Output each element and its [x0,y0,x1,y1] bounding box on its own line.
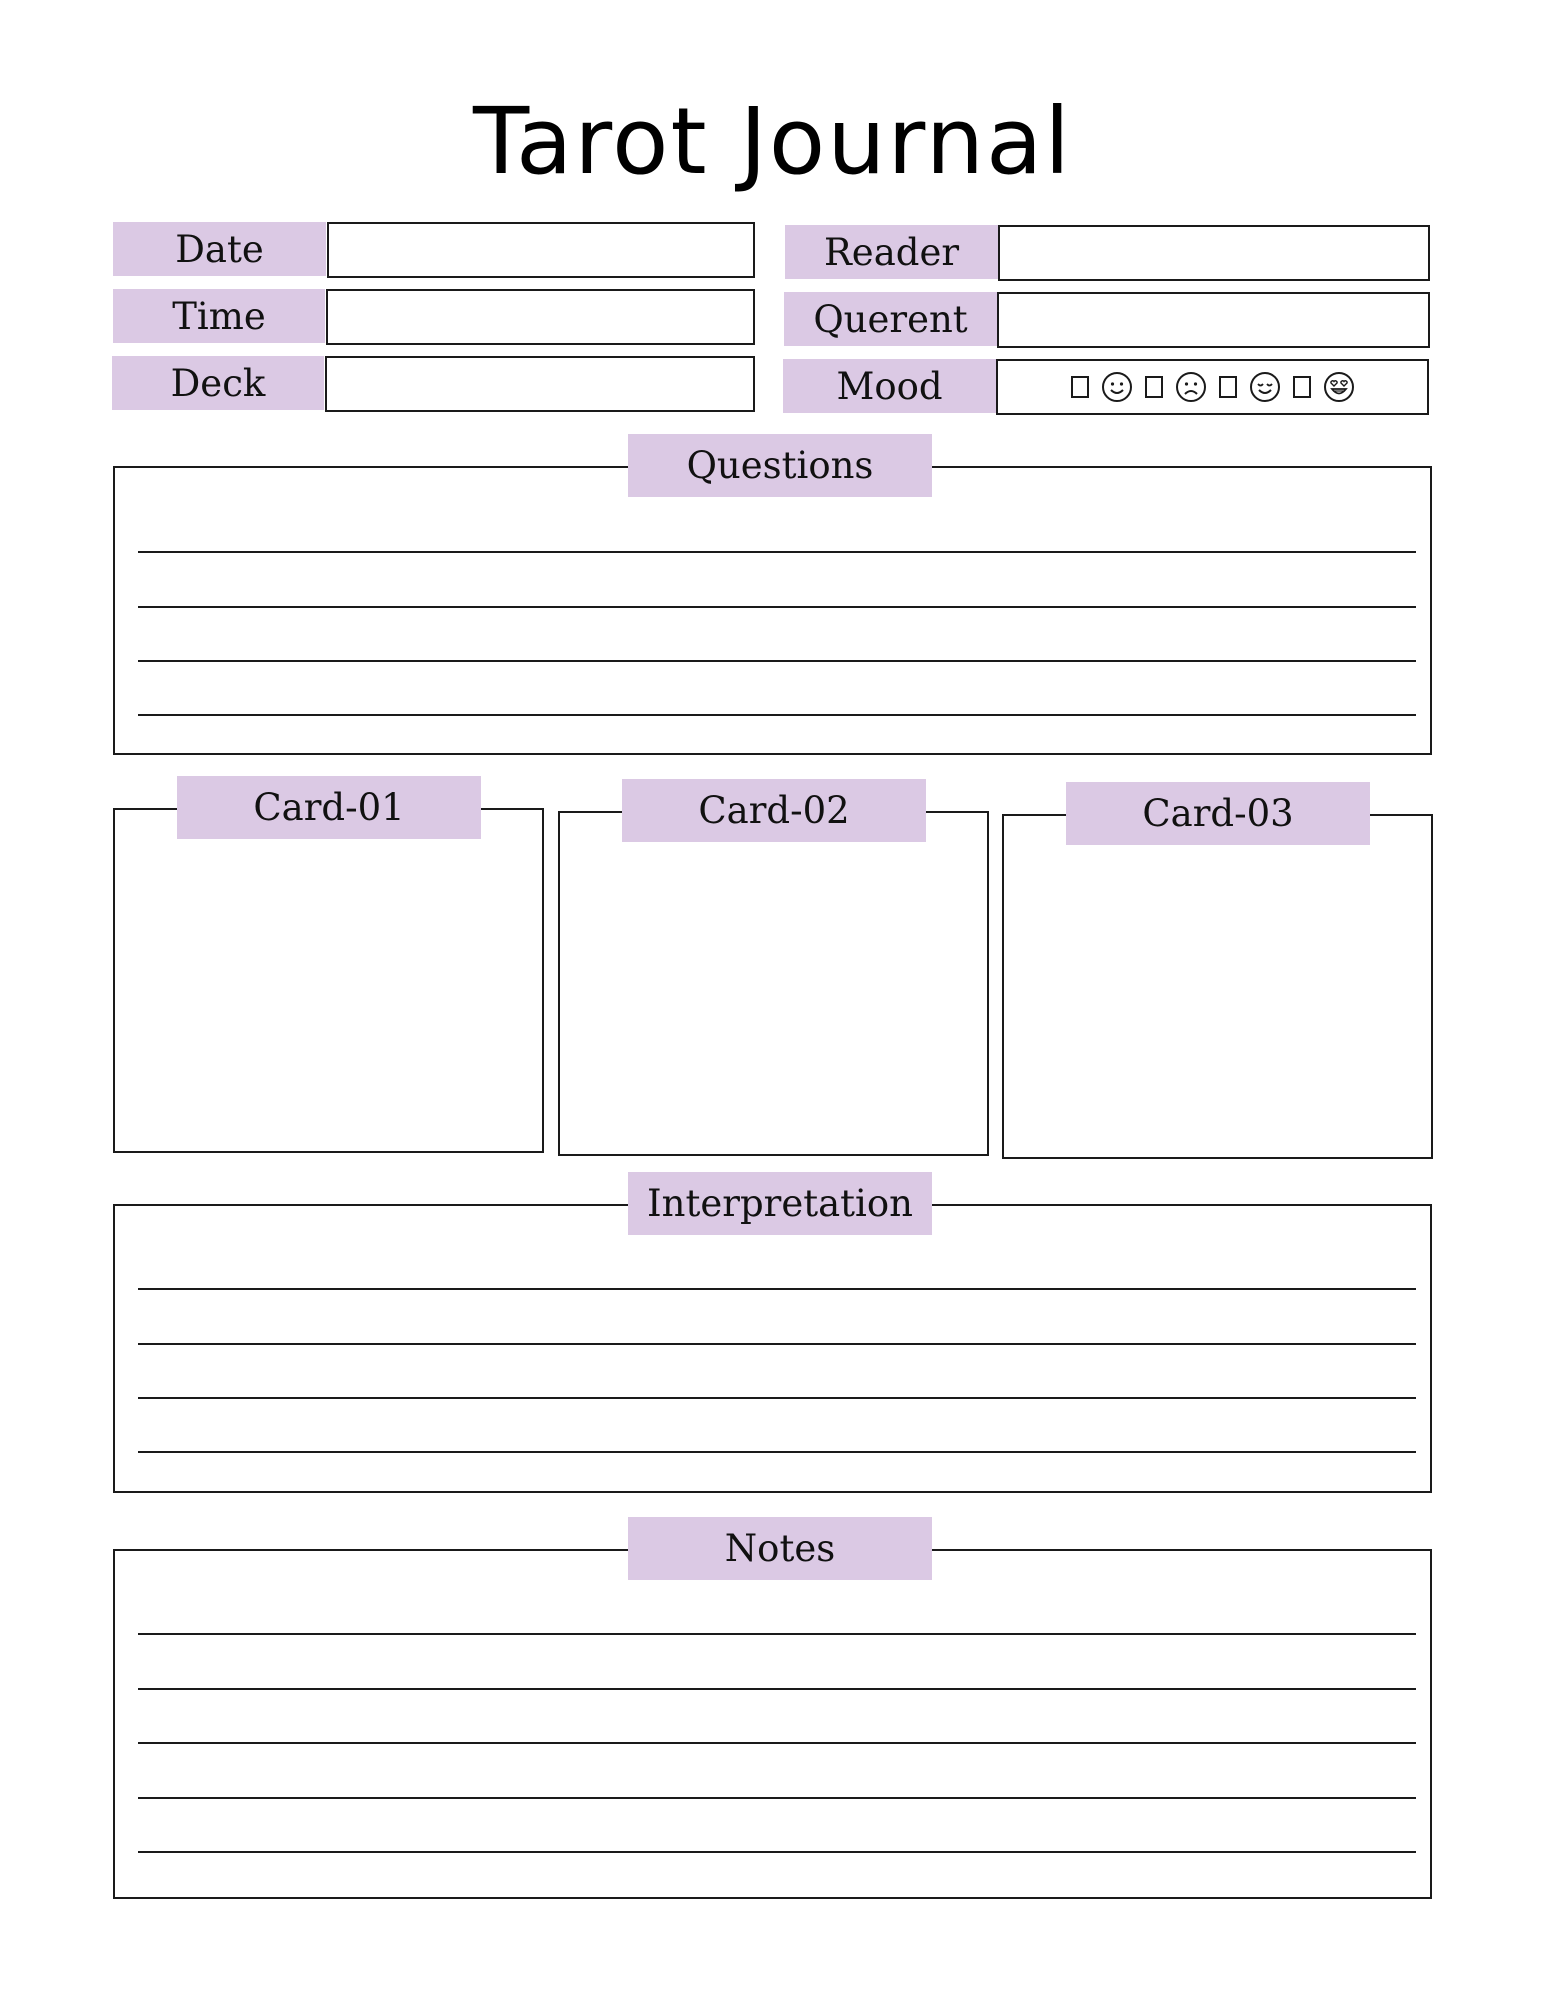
page-title: Tarot Journal [473,88,1072,195]
writing-line [138,1633,1416,1635]
writing-line [138,1451,1416,1453]
mood-checkbox-4[interactable] [1293,376,1311,398]
card-02-box[interactable] [558,811,989,1156]
reader-label: Reader [785,225,998,279]
deck-field[interactable] [325,356,755,412]
card-03-heading: Card-03 [1066,782,1370,845]
card-01-box[interactable] [113,808,544,1153]
interpretation-heading: Interpretation [628,1172,932,1235]
writing-line [138,1343,1416,1345]
time-label: Time [113,289,325,343]
notes-heading: Notes [628,1517,932,1580]
mood-checkbox-3[interactable] [1219,376,1237,398]
date-field[interactable] [327,222,755,278]
mood-checkbox-2[interactable] [1145,376,1163,398]
writing-line [138,1288,1416,1290]
time-field[interactable] [326,289,755,345]
questions-heading: Questions [628,434,932,497]
writing-line [138,1797,1416,1799]
querent-field[interactable] [997,292,1430,348]
mood-checkbox-1[interactable] [1071,376,1089,398]
writing-line [138,1688,1416,1690]
querent-label: Querent [784,292,997,346]
mood-options [998,361,1427,413]
heart-eyes-face-icon [1323,371,1355,403]
questions-box[interactable] [113,466,1432,755]
reader-field[interactable] [998,225,1430,281]
card-02-heading: Card-02 [622,779,926,842]
writing-line [138,714,1416,716]
interpretation-box[interactable] [113,1204,1432,1493]
writing-line [138,551,1416,553]
deck-label: Deck [112,356,324,410]
content-face-icon [1249,371,1281,403]
writing-line [138,1397,1416,1399]
writing-line [138,660,1416,662]
card-01-heading: Card-01 [177,776,481,839]
writing-line [138,606,1416,608]
writing-line [138,1851,1416,1853]
date-label: Date [113,222,326,276]
mood-label: Mood [783,359,996,413]
card-03-box[interactable] [1002,814,1433,1159]
frown-face-icon [1175,371,1207,403]
mood-field [996,359,1429,415]
smile-face-icon [1101,371,1133,403]
notes-box[interactable] [113,1549,1432,1899]
writing-line [138,1742,1416,1744]
